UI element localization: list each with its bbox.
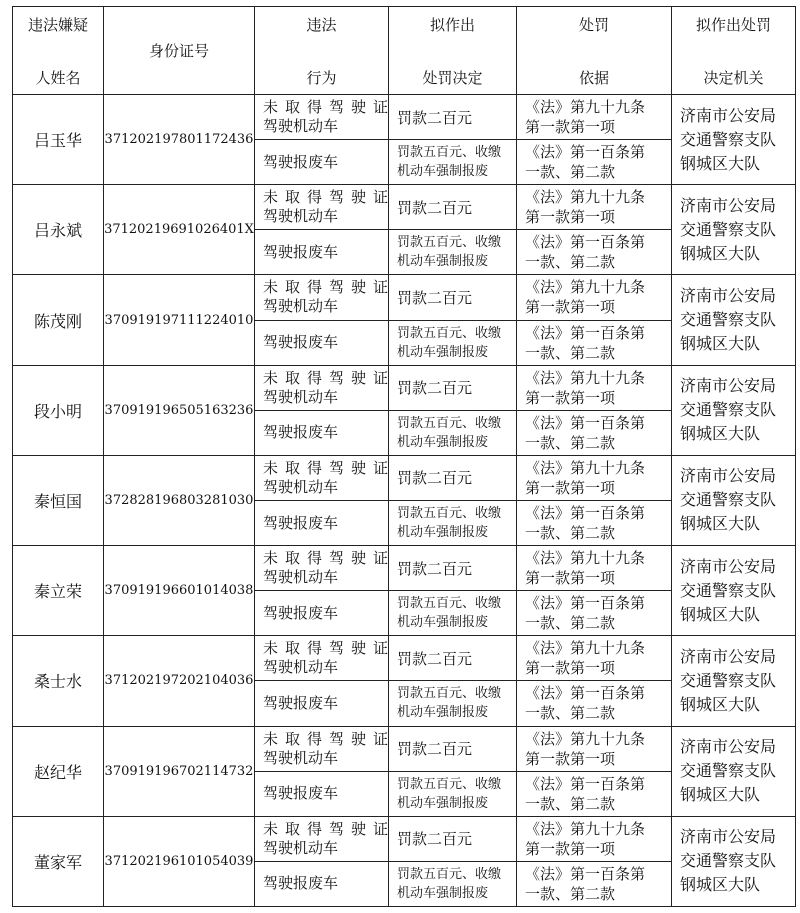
violation-act: [255, 636, 389, 681]
cell-text: 交通警察支队: [680, 310, 777, 330]
deciding-authority: [672, 816, 796, 906]
penalty-basis: [517, 275, 672, 320]
penalty-decision: [389, 546, 517, 591]
cell-text: 罚款五百元、收缴: [397, 415, 502, 431]
cell-text: 370919196601014038: [104, 583, 254, 599]
cell-text: 《法》第九十九条: [525, 729, 646, 748]
cell-text: 济南市公安局: [680, 646, 777, 666]
penalty-decision: [389, 500, 517, 545]
cell-text: 济南市公安局: [680, 195, 777, 215]
penalty-decision: [389, 681, 517, 726]
cell-text: 第一款第一项: [525, 749, 616, 768]
cell-text: 交通警察支队: [680, 129, 777, 149]
cell-text: 罚款五百元、收缴: [397, 686, 502, 702]
violation-act: [255, 771, 389, 816]
cell-text: 未取得驾驶证: [263, 639, 388, 658]
suspect-name: [13, 275, 104, 365]
id-number: [104, 816, 255, 906]
penalty-basis: [517, 816, 672, 861]
cell-text: 驾驶机动车: [263, 387, 339, 406]
cell-text: 371202197202104036: [104, 673, 254, 689]
table-row: [13, 726, 796, 771]
penalty-basis: [517, 681, 672, 726]
cell-text: 《法》第一百条第: [525, 323, 646, 342]
cell-text: 罚款五百元、收缴: [397, 776, 502, 792]
cell-text: 驾驶报废车: [263, 784, 339, 803]
table-row: [13, 95, 796, 140]
header-authority: 拟作出处罚 决定机关: [672, 7, 796, 95]
cell-text: 《法》第一百条第: [525, 504, 646, 523]
cell-text: 罚款二百元: [397, 830, 473, 849]
cell-text: 370919196702114732: [104, 763, 254, 779]
cell-text: 钢城区大队: [680, 694, 761, 714]
cell-text: 济南市公安局: [680, 286, 777, 306]
id-number: [104, 546, 255, 636]
violation-act: [255, 591, 389, 636]
header-decision: 拟作出 处罚决定: [389, 7, 517, 95]
cell-text: 未取得驾驶证: [263, 729, 388, 748]
cell-text: 一款、第二款: [525, 704, 616, 723]
suspect-name: [13, 726, 104, 816]
header-act: 违法 行为: [255, 7, 389, 95]
cell-text: 《法》第一百条第: [525, 233, 646, 252]
cell-text: 37120219691026401X: [104, 222, 254, 238]
cell-text: 驾驶报废车: [263, 603, 339, 622]
cell-text: 未取得驾驶证: [263, 368, 388, 387]
penalty-decision: [389, 365, 517, 410]
cell-text: 第一款第一项: [525, 569, 616, 588]
violation-act: [255, 861, 389, 906]
cell-text: 钢城区大队: [680, 875, 761, 895]
cell-text: 第一款第一项: [525, 478, 616, 497]
penalty-table: [12, 6, 796, 907]
penalty-decision: [389, 455, 517, 500]
cell-text: 罚款二百元: [397, 649, 473, 668]
cell-text: 交通警察支队: [680, 851, 777, 871]
cell-text: 钢城区大队: [680, 604, 761, 624]
cell-text: 段小明: [33, 401, 82, 421]
cell-text: 《法》第九十九条: [525, 549, 646, 568]
cell-text: 驾驶报废车: [263, 152, 339, 171]
penalty-decision: [389, 636, 517, 681]
cell-text: 机动车强制报废: [397, 434, 489, 450]
deciding-authority: [672, 726, 796, 816]
cell-text: 驾驶报废车: [263, 693, 339, 712]
cell-text: 钢城区大队: [680, 334, 761, 354]
cell-text: 交通警察支队: [680, 219, 777, 239]
cell-text: 一款、第二款: [525, 884, 616, 903]
cell-text: 一款、第二款: [525, 794, 616, 813]
cell-text: 驾驶报废车: [263, 333, 339, 352]
cell-text: 一款、第二款: [525, 253, 616, 272]
cell-text: 钢城区大队: [680, 153, 761, 173]
violation-act: [255, 365, 389, 410]
violation-act: [255, 816, 389, 861]
cell-text: 济南市公安局: [680, 556, 777, 576]
cell-text: 一款、第二款: [525, 524, 616, 543]
penalty-basis: [517, 455, 672, 500]
cell-text: 驾驶报废车: [263, 242, 339, 261]
cell-text: 罚款五百元、收缴: [397, 866, 502, 882]
cell-text: 济南市公安局: [680, 105, 777, 125]
penalty-decision: [389, 275, 517, 320]
penalty-basis: [517, 410, 672, 455]
cell-text: 罚款二百元: [397, 198, 473, 217]
cell-text: 《法》第九十九条: [525, 98, 646, 117]
cell-text: 驾驶报废车: [263, 513, 339, 532]
cell-text: 罚款二百元: [397, 469, 473, 488]
header-id: 身份证号: [104, 7, 255, 95]
suspect-name: [13, 365, 104, 455]
violation-act: [255, 95, 389, 140]
cell-text: 吕玉华: [33, 131, 82, 151]
id-number: [104, 636, 255, 726]
cell-text: 交通警察支队: [680, 580, 777, 600]
penalty-decision: [389, 95, 517, 140]
cell-text: 《法》第九十九条: [525, 278, 646, 297]
cell-text: 一款、第二款: [525, 433, 616, 452]
cell-text: 未取得驾驶证: [263, 458, 388, 477]
deciding-authority: [672, 546, 796, 636]
violation-act: [255, 320, 389, 365]
cell-text: 罚款二百元: [397, 288, 473, 307]
table-row: [13, 365, 796, 410]
cell-text: 驾驶机动车: [263, 568, 339, 587]
cell-text: 罚款二百元: [397, 379, 473, 398]
cell-text: 机动车强制报废: [397, 164, 489, 180]
id-number: [104, 95, 255, 185]
penalty-decision: [389, 185, 517, 230]
suspect-name: [13, 636, 104, 726]
cell-text: 《法》第九十九条: [525, 639, 646, 658]
table-row: [13, 455, 796, 500]
deciding-authority: [672, 455, 796, 545]
cell-text: 372828196803281030: [104, 492, 254, 508]
cell-text: 驾驶机动车: [263, 658, 339, 677]
violation-act: [255, 230, 389, 275]
violation-act: [255, 681, 389, 726]
suspect-name: [13, 95, 104, 185]
cell-text: 秦立荣: [33, 582, 82, 602]
violation-act: [255, 455, 389, 500]
cell-text: 第一款第一项: [525, 388, 616, 407]
cell-text: 机动车强制报废: [397, 885, 489, 901]
penalty-basis: [517, 726, 672, 771]
cell-text: 交通警察支队: [680, 761, 777, 781]
cell-text: 第一款第一项: [525, 839, 616, 858]
cell-text: 董家军: [33, 852, 82, 872]
cell-text: 机动车强制报废: [397, 525, 489, 541]
cell-text: 驾驶机动车: [263, 838, 339, 857]
id-number: [104, 365, 255, 455]
cell-text: 一款、第二款: [525, 163, 616, 182]
id-number: [104, 185, 255, 275]
cell-text: 交通警察支队: [680, 490, 777, 510]
id-number: [104, 275, 255, 365]
table-row: [13, 185, 796, 230]
penalty-basis: [517, 230, 672, 275]
cell-text: 《法》第九十九条: [525, 368, 646, 387]
cell-text: 罚款二百元: [397, 108, 473, 127]
cell-text: 秦恒国: [33, 491, 82, 511]
cell-text: 《法》第一百条第: [525, 413, 646, 432]
cell-text: 驾驶报废车: [263, 874, 339, 893]
cell-text: 第一款第一项: [525, 298, 616, 317]
deciding-authority: [672, 185, 796, 275]
violation-act: [255, 275, 389, 320]
violation-act: [255, 140, 389, 185]
cell-text: 370919196505163236: [104, 402, 254, 418]
cell-text: 第一款第一项: [525, 208, 616, 227]
header-basis: 处罚 依据: [517, 7, 672, 95]
cell-text: 罚款五百元、收缴: [397, 325, 502, 341]
suspect-name: [13, 816, 104, 906]
table-row: [13, 636, 796, 681]
violation-act: [255, 410, 389, 455]
penalty-basis: [517, 95, 672, 140]
cell-text: 罚款五百元、收缴: [397, 596, 502, 612]
cell-text: 未取得驾驶证: [263, 549, 388, 568]
cell-text: 《法》第九十九条: [525, 188, 646, 207]
penalty-basis: [517, 546, 672, 591]
deciding-authority: [672, 275, 796, 365]
violation-act: [255, 185, 389, 230]
cell-text: 济南市公安局: [680, 827, 777, 847]
header-row: [13, 7, 796, 95]
cell-text: 一款、第二款: [525, 343, 616, 362]
cell-text: 驾驶机动车: [263, 748, 339, 767]
cell-text: 未取得驾驶证: [263, 188, 388, 207]
penalty-decision: [389, 771, 517, 816]
cell-text: 机动车强制报废: [397, 344, 489, 360]
cell-text: 交通警察支队: [680, 670, 777, 690]
cell-text: 钢城区大队: [680, 243, 761, 263]
cell-text: 《法》第一百条第: [525, 774, 646, 793]
penalty-decision: [389, 230, 517, 275]
deciding-authority: [672, 95, 796, 185]
cell-text: 钢城区大队: [680, 424, 761, 444]
cell-text: 371202197801172436: [104, 132, 254, 148]
penalty-basis: [517, 320, 672, 365]
penalty-basis: [517, 636, 672, 681]
penalty-basis: [517, 591, 672, 636]
cell-text: 罚款五百元、收缴: [397, 506, 502, 522]
suspect-name: [13, 546, 104, 636]
cell-text: 罚款五百元、收缴: [397, 235, 502, 251]
cell-text: 济南市公安局: [680, 737, 777, 757]
cell-text: 济南市公安局: [680, 376, 777, 396]
cell-text: 赵纪华: [33, 762, 82, 782]
cell-text: 陈茂刚: [33, 311, 82, 331]
cell-text: 济南市公安局: [680, 466, 777, 486]
cell-text: 罚款二百元: [397, 559, 473, 578]
cell-text: 《法》第一百条第: [525, 143, 646, 162]
table-row: [13, 275, 796, 320]
suspect-name: [13, 455, 104, 545]
penalty-basis: [517, 140, 672, 185]
penalty-decision: [389, 410, 517, 455]
penalty-decision: [389, 140, 517, 185]
penalty-basis: [517, 500, 672, 545]
cell-text: 一款、第二款: [525, 614, 616, 633]
cell-text: 驾驶机动车: [263, 477, 339, 496]
penalty-decision: [389, 320, 517, 365]
penalty-basis: [517, 185, 672, 230]
cell-text: 《法》第九十九条: [525, 458, 646, 477]
cell-text: 交通警察支队: [680, 400, 777, 420]
cell-text: 机动车强制报废: [397, 615, 489, 631]
violation-act: [255, 726, 389, 771]
cell-text: 未取得驾驶证: [263, 819, 388, 838]
cell-text: 第一款第一项: [525, 118, 616, 137]
cell-text: 《法》第一百条第: [525, 864, 646, 883]
deciding-authority: [672, 636, 796, 726]
penalty-decision: [389, 591, 517, 636]
cell-text: 未取得驾驶证: [263, 98, 388, 117]
table-body: [13, 95, 796, 907]
id-number: [104, 726, 255, 816]
penalty-basis: [517, 365, 672, 410]
cell-text: 罚款五百元、收缴: [397, 145, 502, 161]
cell-text: 钢城区大队: [680, 785, 761, 805]
cell-text: 驾驶机动车: [263, 117, 339, 136]
cell-text: 机动车强制报废: [397, 254, 489, 270]
table-row: [13, 816, 796, 861]
penalty-decision: [389, 816, 517, 861]
cell-text: 《法》第九十九条: [525, 819, 646, 838]
cell-text: 钢城区大队: [680, 514, 761, 534]
cell-text: 370919197111224010: [104, 312, 254, 328]
cell-text: 驾驶报废车: [263, 423, 339, 442]
suspect-name: [13, 185, 104, 275]
cell-text: 《法》第一百条第: [525, 684, 646, 703]
cell-text: 驾驶机动车: [263, 297, 339, 316]
cell-text: 371202196101054039: [104, 853, 254, 869]
cell-text: 第一款第一项: [525, 659, 616, 678]
cell-text: 桑士水: [33, 672, 82, 692]
cell-text: 机动车强制报废: [397, 795, 489, 811]
cell-text: 罚款二百元: [397, 740, 473, 759]
penalty-decision: [389, 861, 517, 906]
cell-text: 吕永斌: [33, 221, 82, 241]
cell-text: 《法》第一百条第: [525, 594, 646, 613]
penalty-basis: [517, 771, 672, 816]
penalty-basis: [517, 861, 672, 906]
id-number: [104, 455, 255, 545]
violation-act: [255, 500, 389, 545]
table-row: [13, 546, 796, 591]
cell-text: 机动车强制报废: [397, 705, 489, 721]
header-name: 违法嫌疑 人姓名: [13, 7, 104, 95]
violation-act: [255, 546, 389, 591]
cell-text: 驾驶机动车: [263, 207, 339, 226]
cell-text: 未取得驾驶证: [263, 278, 388, 297]
deciding-authority: [672, 365, 796, 455]
penalty-decision: [389, 726, 517, 771]
